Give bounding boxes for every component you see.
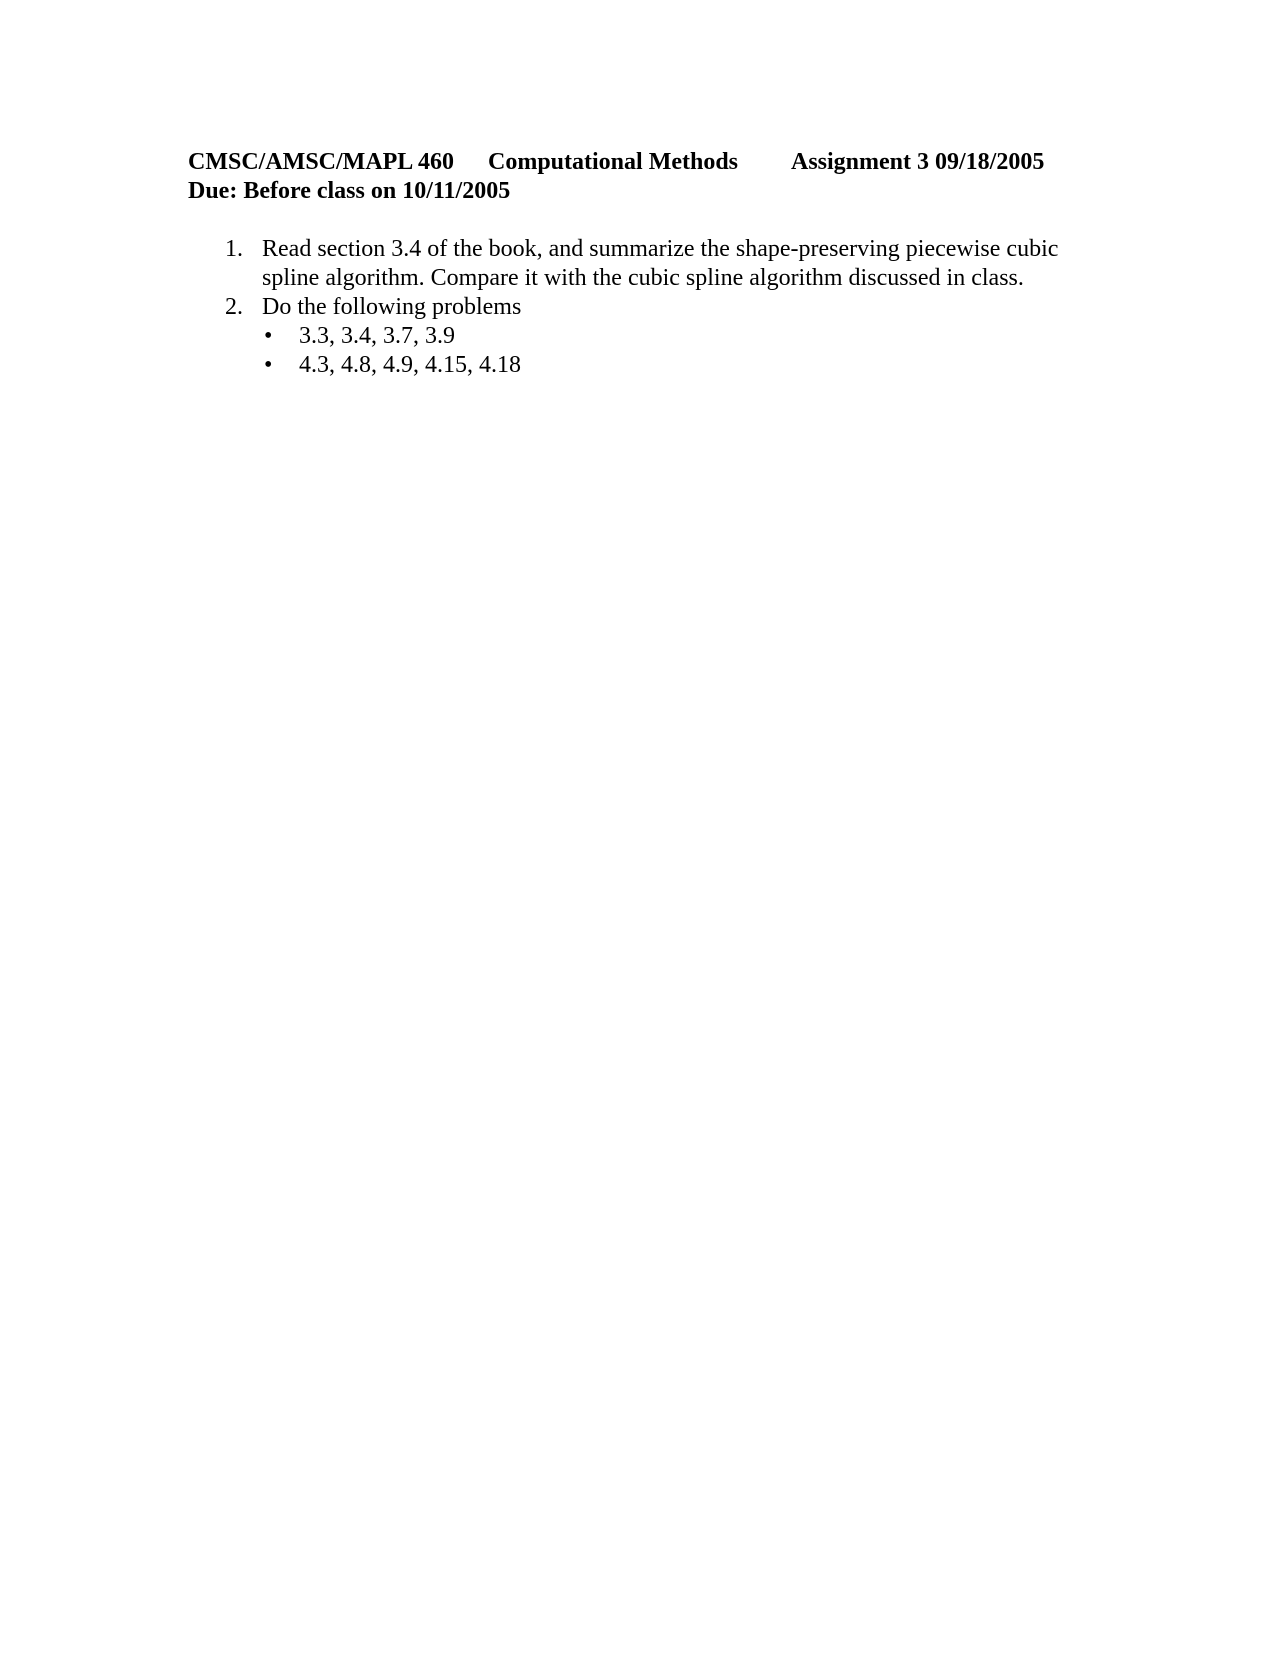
header-title-line — [188, 148, 1068, 177]
bullet-icon: • — [264, 352, 273, 378]
course-code: CMSC/AMSC/MAPL 460 — [188, 149, 454, 175]
sub-list-item — [188, 322, 1068, 351]
item-text: Read section 3.4 of the book, and summarize the shape-preserving piecewise cubic spline algorithm. Compare it with the cubic spline algorithm discussed in class. — [262, 236, 1059, 291]
item-number: 2. — [225, 294, 243, 320]
item-text: Do the following problems — [262, 294, 522, 320]
problem-list: 4.3, 4.8, 4.9, 4.15, 4.18 — [299, 352, 521, 378]
list-item — [188, 235, 1068, 293]
assignment-header — [188, 148, 1068, 206]
course-subject: Computational Methods — [488, 149, 739, 175]
assignment-list — [188, 235, 1068, 380]
due-date: Due: Before class on 10/11/2005 — [188, 178, 511, 204]
sub-list-item — [188, 351, 1068, 380]
problem-list: 3.3, 3.4, 3.7, 3.9 — [299, 323, 455, 349]
bullet-icon: • — [264, 323, 273, 349]
item-number: 1. — [225, 236, 243, 262]
list-item — [188, 293, 1068, 322]
assignment-date: Assignment 3 09/18/2005 — [791, 149, 1045, 175]
